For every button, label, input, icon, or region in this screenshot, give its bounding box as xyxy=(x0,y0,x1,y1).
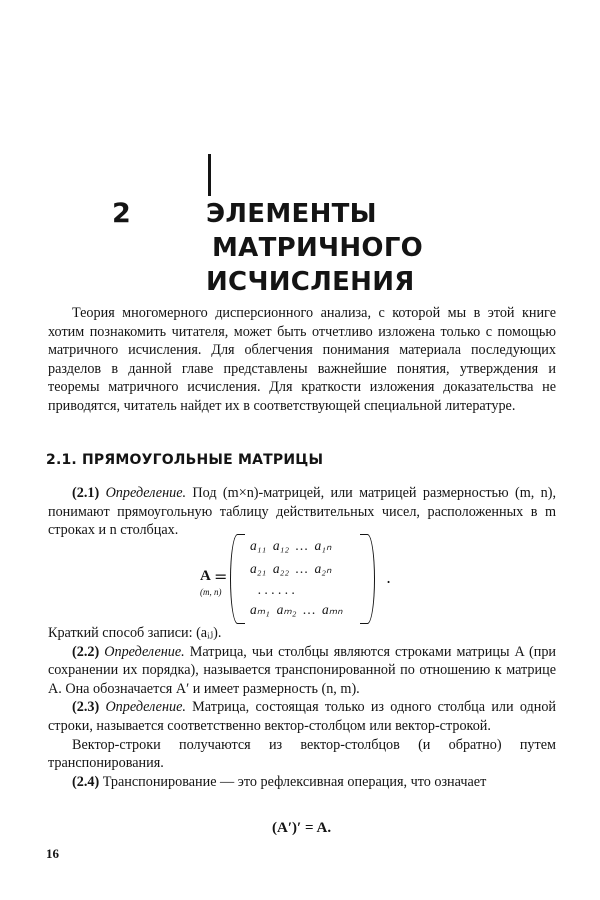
definition-2-2 xyxy=(48,643,556,699)
definition-text: Транспонирование — это рефлексивная операция, что означает xyxy=(102,773,487,790)
matrix-display xyxy=(200,534,420,624)
chapter-title-line-2: МАТРИЧНОГО xyxy=(212,233,424,263)
chapter-title-line-1: ЭЛЕМЕНТЫ xyxy=(206,199,377,229)
left-parenthesis xyxy=(230,534,245,624)
reflexive-formula: (A′)′ = A. xyxy=(272,820,332,836)
definition-text: Матрица, чьи столбцы являются строками матрицы A (при сохранении их порядка), называется транспонированной по отношению к матрице A. Она обозначается A′ и имеет размерность (n, m). xyxy=(48,643,557,697)
definition-number: (2.2) xyxy=(72,643,100,660)
definition-text: Матрица, состоящая только из одного столбца или одной строки, называется соответственно вектор-столбцом или вектор-строкой. xyxy=(48,699,557,734)
chapter-title-line-3: ИСЧИСЛЕНИЯ xyxy=(206,267,415,297)
short-form-note: Краткий способ записи: (aᵢⱼ). xyxy=(48,625,222,641)
chapter-number: 2 xyxy=(112,198,131,229)
definition-number: (2.3) xyxy=(72,699,100,716)
matrix-period: . xyxy=(386,568,392,587)
definition-term: Определение. xyxy=(105,485,187,501)
matrix-row-2: a₂₁ a₂₂ … a₂ₙ xyxy=(250,561,332,576)
chapter-decor-bar xyxy=(208,154,211,196)
vector-note: Вектор-строки получаются из вектор-столбцов (и обратно) путем транспонирования. xyxy=(48,736,556,772)
definition-term: Определение. xyxy=(104,643,185,660)
definition-block xyxy=(48,624,556,791)
matrix-row-3: . . . . . . xyxy=(258,582,296,597)
definition-2-1 xyxy=(48,484,556,540)
matrix-dimension: (m, n) xyxy=(200,587,222,597)
definition-number: (2.4) xyxy=(72,773,100,790)
page-number: 16 xyxy=(46,846,59,861)
section-heading: 2.1. ПРЯМОУГОЛЬНЫЕ МАТРИЦЫ xyxy=(46,452,324,468)
matrix-row-1: a₁₁ a₁₂ … a₁ₙ xyxy=(250,538,332,553)
definition-text: Под (m×n)-матрицей, или матрицей размерностью (m, n), понимают прямоугольную таблицу действительных чисел, расположенных в m строках и n столбцах. xyxy=(48,485,557,539)
intro-paragraph xyxy=(48,304,556,416)
definition-2-4 xyxy=(48,773,556,792)
matrix-label: A xyxy=(200,568,211,584)
chapter-title xyxy=(206,197,423,299)
definition-term: Определение. xyxy=(105,699,186,716)
right-parenthesis xyxy=(360,534,375,624)
matrix-row-4: aₘ₁ aₘ₂ … aₘₙ xyxy=(250,602,343,617)
definition-number: (2.1) xyxy=(72,485,100,501)
matrix-equals: = xyxy=(214,567,228,586)
definition-2-3 xyxy=(48,698,556,735)
intro-text: Теория многомерного дисперсионного анализа, с которой мы в этой книге хотим познакомить читателя, может быть отчетливо изложена только с помощью матричного исчисления. Для облегчения понимания материала последующих разделов в данной главе представлены важнейшие понятия, утверждения и теоремы матричного исчисления. Для краткости изложения доказательства не приводятся, читатель найдет их в соответствующей специальной литературе. xyxy=(48,305,556,414)
